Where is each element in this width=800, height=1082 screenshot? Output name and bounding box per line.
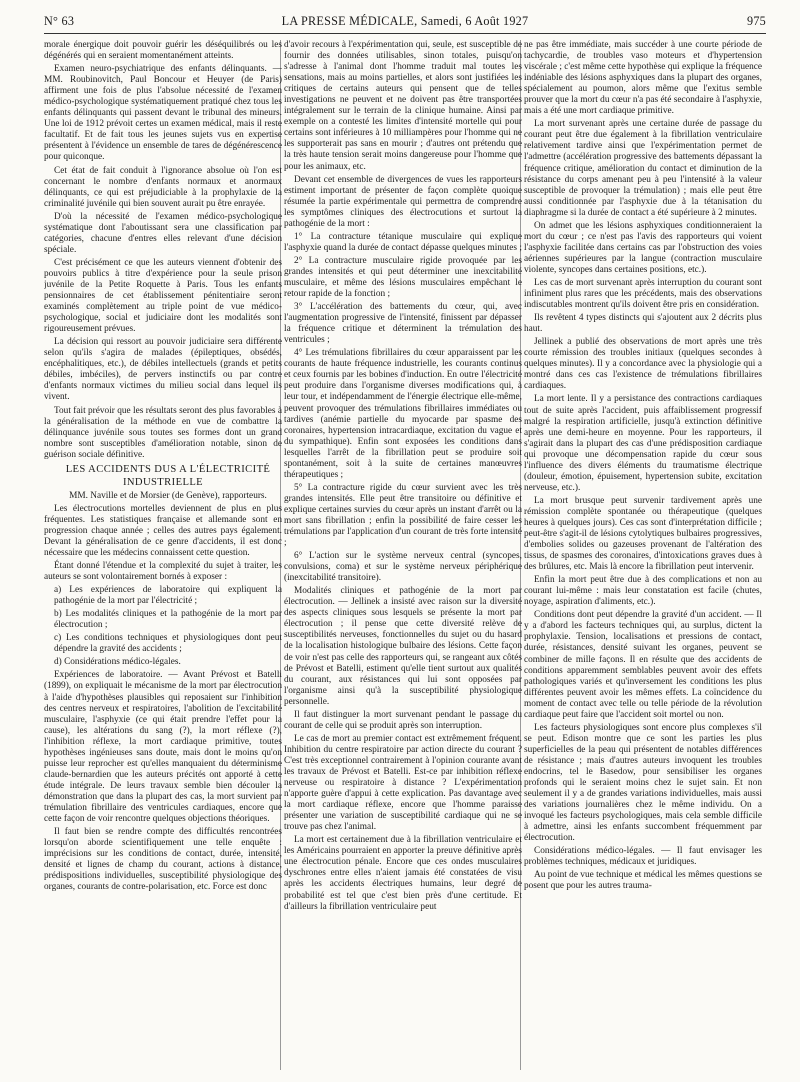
paragraph: Tout fait prévoir que les résultats seront des plus favorables à la généralisation de la méthode en vue de combattre la délinquance juvénile sous toutes ses formes dont un grand nombre sont susceptibles d'amélioration notable, sinon de guérison sociale définitive. bbox=[44, 405, 282, 460]
paragraph: ne pas être immédiate, mais succéder à une courte période de tachycardie, de troubles vaso moteurs et d'hypertension viscérale ; c'est même cette hypothèse qui explique la fréquence indéniable des lésions asphyxiques dans la plupart des organes, spécialement au poumon, alors même que l'exitus semble prouver que la mort du cœur n'a pas été secondaire à l'asphyxie, mais a été une mort cardiaque primitive. bbox=[524, 40, 762, 117]
paragraph: On admet que les lésions asphyxiques conditionneraient la mort du cœur ; ce n'est pas l'avis des rapporteurs qui voient l'asphyxie facilitée dans certains cas par l'obstruction des voies aériennes supérieures par la langue (contraction musculaire violente, syncopes dans certaines positions, etc.). bbox=[524, 220, 762, 275]
list-item: c) Les conditions techniques et physiologiques dont peut dépendre la gravité des accidents ; bbox=[54, 633, 282, 655]
paragraph: Expériences de laboratoire. — Avant Prévost et Batelli (1899), on expliquait le mécanisme de la mort par électrocution à l'aide d'hypothèses plausibles qui reposaient sur l'inhibition des centres nerveux et respiratoires, l'abolition de l'excitabilité musculaire, l'asphyxie (ce qui était prendre l'effet pour la cause), les altérations du sang (?), la mort réflexe (?), l'inhibition réflexe, la mort cardiaque primitive, toutes hypothèses ingénieuses sans doute, mais dont le moins qu'on puisse leur reprocher est qu'elles manquaient du déterminisme claude-bernardien que les auteurs précités ont apporté à cette étude intégrale. De leurs travaux semble bien découler la démonstration que dans la plupart des cas, la mort survient par trémulation fibrillaire des ventricules cardiaques, encore que cette façon de voir rencontre quelques objections théoriques. bbox=[44, 670, 282, 825]
paragraph: Jellinek a publié des observations de mort après une très courte rémission des troubles initiaux (quelques secondes à quelques minutes). Il y a concordance avec la physiologie qui a montré dans ces cas l'existence de trémulations fibrillaires cardiaques. bbox=[524, 337, 762, 392]
column-3 bbox=[524, 40, 762, 1070]
column-2 bbox=[284, 40, 522, 1070]
paragraph: Modalités cliniques et pathogénie de la mort par électrocution. — Jellinek a insisté avec raison sur la diversité des aspects cliniques sous lesquels se présente la mort par électrocution ; il pense que cette diversité relève de susceptibilités nerveuses, fonctionnelles du sujet ou du hasard de la localisation histologique bulbaire des lésions. Cette façon de voir n'est pas celle des rapporteurs qui, se rangeant aux côtés de Prévost et Batelli, estiment qu'elle tient surtout aux qualités du courant, aux résistances qui lui sont opposées par l'organisme ainsi qu'à la susceptibilité physiologique personnelle. bbox=[284, 586, 522, 707]
numbered-item: 4° Les trémulations fibrillaires du cœur apparaissent par les courants de haute fréquence industrielle, les courants continus et ceux fournis par les bobines d'induction. En outre l'électricité peut produire dans l'organisme diverses modifications qui, à leur tour, et indépendamment de l'énergie électrique elle-même, peuvent provoquer des trémulations fibrillaires immédiates ou tardives (anémie partielle du myocarde par spasme des coronaires, hypertension intracardiaque, excitation du vague et du sympathique). Enfin sont exposées les conditions dans lesquelles l'arrêt de la fibrillation peut se produire soit spontanément, soit à la suite de certaines manœuvres thérapeutiques ; bbox=[284, 348, 522, 480]
issue-number: N° 63 bbox=[44, 14, 75, 28]
paragraph: Le cas de mort au premier contact est extrêmement fréquent. Inhibition du centre respiratoire par action directe du courant ? C'est très exceptionnel contrairement à l'opinion courante avant les travaux de Prévost et Batelli. Est-ce par inhibition réflexe nerveuse ou respiratoire à distance ? L'expérimentation n'apporte guère d'appui à cette explication. Pas davantage avec la mort cardiaque réflexe, encore que l'homme paraisse présenter une variation de susceptibilité cardiaque qui ne se trouve pas chez l'animal. bbox=[284, 733, 522, 833]
paragraph: Les facteurs physiologiques sont encore plus complexes s'il se peut. Edison montre que ce sont les parties les plus superficielles de la peau qui présentent de notables différences de résistance ; mais d'autres auteurs invoquent les troubles endocrins, tel le Basedow, pour sensibiliser les organes profonds qui le seraient moins chez le sujet sain. Et non seulement il y a de grandes variations individuelles, mais aussi des variations journalières chez le même individu. On a invoqué les facteurs psychologiques, mais cela semble difficile à admettre, ainsi les enfants succombent fréquemment par électrocution. bbox=[524, 722, 762, 844]
paragraph: Les électrocutions mortelles deviennent de plus en plus fréquentes. Les statistiques française et allemande sont en progression chaque année ; celles des autres pays également. Devant la généralisation de ce genre d'accidents, il est donc nécessaire que les médecins connaissent cette question. bbox=[44, 503, 282, 558]
header-rule bbox=[44, 33, 766, 34]
paragraph: Conditions dont peut dépendre la gravité d'un accident. — Il y a d'abord les facteurs techniques qui, au surplus, dictent la prophylaxie. Tension, localisations et pressions de contact, durée, résistances, densité suivant les organes, peuvent se combiner de mille façons. Il en résulte que des accidents de conditions apparemment semblables peuvent avoir des effets pathologiques variés et qu'inversement les conditions les plus différentes peuvent avoir les mêmes effets. La coïncidence du moment de contact avec telle ou telle période de la révolution cardiaque peut faire que l'accident soit mortel ou non. bbox=[524, 610, 762, 720]
numbered-item: 5° La contracture rigide du cœur survient avec les très grandes intensités. Elle peut être transitoire ou définitive et explique certaines survies du cœur après un instant d'arrêt ou la mort sans fibrillation ; enfin la possibilité de faire cesser les trémulations par l'application d'un courant de très forte intensité ; bbox=[284, 482, 522, 549]
page-header bbox=[44, 14, 766, 34]
paragraph: Il faut bien se rendre compte des difficultés rencontrées lorsqu'on aborde scientifiquement une telle enquête : imprécisions sur les conditions de contact, durée, intensité, densité et lignes de champ du courant, actions à distance, prédispositions individuelles, susceptibilité physiologique des organes, courants de contre-polarisation, etc. Force est donc bbox=[44, 827, 282, 893]
page-number: 975 bbox=[746, 14, 766, 28]
paragraph: La mort est certainement due à la fibrillation ventriculaire et les Américains pourraient en apporter la preuve définitive après une électrocution pénale. Encore que ces ondes musculaires dyschrones entre elles n'aient jamais été constatées de visu après les accidents électriques humains, leur degré de probabilité est tel que c'est bien près d'une certitude. Et d'ailleurs la fibrillation ventriculaire peut bbox=[284, 835, 522, 912]
list-item: a) Les expériences de laboratoire qui expliquent la pathogénie de la mort par l'électricité ; bbox=[54, 585, 282, 607]
numbered-item: 1° La contracture tétanique musculaire qui explique l'asphyxie quand la durée de contact dépasse quelques minutes ; bbox=[284, 231, 522, 253]
article-authors: MM. Naville et de Morsier (de Genève), rapporteurs. bbox=[69, 490, 267, 501]
paragraph: Considérations médico-légales. — Il faut envisager les problèmes techniques, médicaux et juridiques. bbox=[524, 846, 762, 868]
numbered-item: 3° L'accélération des battements du cœur, qui, avec l'augmentation progressive de l'intensité, finissent par dépasser la fréquence critique et déterminent la trémulation des ventricules ; bbox=[284, 302, 522, 346]
paragraph: La décision qui ressort au pouvoir judiciaire sera différente selon qu'ils s'agira de malades (épileptiques, obsédés, encéphalitiques, etc.), de débiles intellectuels (grands et petits débiles, imbéciles), de pervers instinctifs ou par contre d'enfants normaux victimes du milieu social dans lequel ils vivent. bbox=[44, 337, 282, 403]
list-item: d) Considérations médico-légales. bbox=[54, 657, 181, 668]
journal-title: LA PRESSE MÉDICALE, Samedi, 6 Août 1927 bbox=[281, 14, 529, 28]
article-title: LES ACCIDENTS DUS A L'ÉLECTRICITÉ INDUSTRIELLE bbox=[65, 463, 271, 488]
paragraph: Ils revêtent 4 types distincts qui s'ajoutent aux 2 décrits plus haut. bbox=[524, 313, 762, 335]
paragraph: Cet état de fait conduit à l'ignorance absolue où l'on est concernant le nombre d'enfants normaux et anormaux délinquants, ce qui est préjudiciable à la prophylaxie de la criminalité juvénile qui bien souvent aurait pu être enrayée. bbox=[44, 165, 282, 209]
numbered-item: 6° L'action sur le système nerveux central (syncopes, convulsions, coma) et sur le système nerveux périphérique (inexcitabilité transitoire). bbox=[284, 551, 522, 584]
paragraph: La mort survenant après une certaine durée de passage du courant peut être due également à la fibrillation ventriculaire relativement tardive ainsi que l'expérimentation permet de l'admettre (accélération progressive des battements dépassant la fréquence critique, amélioration du contact et diminution de la résistance du corps amenant peu à peu l'intensité à la valeur susceptible de provoquer la trémulation) ; mais elle peut être aussi conditionnée par l'asphyxie due à la tétanisation du diaphragme si la durée de contact a été supérieure à 2 minutes. bbox=[524, 119, 762, 218]
list-item: b) Les modalités cliniques et la pathogénie de la mort par électrocution ; bbox=[54, 609, 282, 631]
paragraph: d'avoir recours à l'expérimentation qui, seule, est susceptible de fournir des données utilisables, sinon totales, puisqu'on s'adresse à l'animal dont l'homme traduit mal toutes les sensations, mais au moins partielles, et alors sont justifiées les critiques de certains auteurs qui pensent que de telles investigations ne peuvent et ne doivent pas être transportées intégralement sur le terrain de la clinique humaine. Ainsi par exemple on a contesté les limites d'intensité mortelle qui pour certains sont inférieures à 10 milliampères pour l'homme qui ne les supporterait pas sans en mourir ; d'autres ont prétendu que la très haute tension serait moins dangereuse pour l'homme que pour les animaux, etc. bbox=[284, 40, 522, 172]
paragraph: Enfin la mort peut être due à des complications et non au courant lui-même : mais leur constatation est facile (chutes, noyage, aspiration d'aliments, etc.). bbox=[524, 575, 762, 608]
paragraph: D'où la nécessité de l'examen médico-psychologique systématique dont l'aboutissant sera une classification par catégories, chacune d'entres elles relevant d'une décision spéciale. bbox=[44, 211, 282, 255]
paragraph: Les cas de mort survenant après interruption du courant sont infiniment plus rares que les précédents, mais des observations indiscutables montrent qu'ils doivent être pris en considération. bbox=[524, 277, 762, 311]
paragraph: morale énergique doit pouvoir guérir les déséquilibrés ou les dégénérés qui en seraient momentanément atteints. bbox=[44, 40, 282, 62]
paragraph: Il faut distinguer la mort survenant pendant le passage du courant de celle qui se produit après son interruption. bbox=[284, 709, 522, 731]
numbered-item: 2° La contracture musculaire rigide provoquée par les grandes intensités et qui peut déterminer une inexcitabilité musculaire, et même des lésions musculaires empêchant le retour rapide de la fonction ; bbox=[284, 255, 522, 300]
paragraph: Au point de vue technique et médical les mêmes questions se posent que pour les autres trauma- bbox=[524, 870, 762, 892]
column-1 bbox=[44, 40, 282, 1070]
paragraph: C'est précisément ce que les auteurs viennent d'obtenir des pouvoirs publics à titre d'expérience pour la seule prison juvénile de la Petite Roquette à Paris. Tous les enfants pensionnaires de cet établissement pénitentiaire seront examinés complètement au triple point de vue médico-psychologique, social et judiciaire dont les modalités sont rigoureusement prévues. bbox=[44, 257, 282, 335]
paragraph: La mort lente. Il y a persistance des contractions cardiaques tout de suite après l'accident, puis affaiblissement progressif malgré la respiration artificielle, jusqu'à extinction définitive après une demi-heure en moyenne. Pour les rapporteurs, il s'agirait dans la plupart des cas d'une prédisposition cardiaque qui provoque une décompensation rapide du cœur sous l'influence des divers éléments du traumatisme électrique (douleur, émotion, épuisement, hypertension subite, excitation nerveuse, etc.). bbox=[524, 394, 762, 493]
paragraph: Étant donné l'étendue et la complexité du sujet à traiter, les auteurs se sont volontairement bornés à exposer : bbox=[44, 561, 282, 583]
paragraph: Devant cet ensemble de divergences de vues les rapporteurs estiment important de présenter de façon complète quoique résumée la partie expérimentale qui permettra de comprendre les symptômes cliniques des électrocutions et surtout la pathogénie de la mort : bbox=[284, 174, 522, 229]
paragraph: La mort brusque peut survenir tardivement après une rémission complète spontanée ou thérapeutique (quelques heures à quelques jours). Ces cas sont d'interprétation difficile ; peut-être s'agit-il de lésions cytolytiques bulbaires progressives, d'embolies solides ou gazeuses provenant de l'altération des tissus, de spasmes des coronaires, d'intoxications graves dues à des brûlures, etc. Mais là encore la fibrillation peut intervenir. bbox=[524, 495, 762, 573]
section-heading: Examen neuro-psychiatrique des enfants délinquants. — MM. Roubinovitch, Paul Boncour et Heuyer (de Paris) affirment une fois de plus l'absolue nécessité de l'examen médico-psychologique systématiquement pratiqué chez tous les enfants délinquants qui passent devant le tribunal des mineurs. Une loi de 1912 prévoit certes un examen médical, mais il reste facultatif. Et de fait tous les jeunes sujets vus en expertise présentent à l'évidence un ensemble de tares de dégénérescence pour quiconque. bbox=[44, 64, 282, 163]
